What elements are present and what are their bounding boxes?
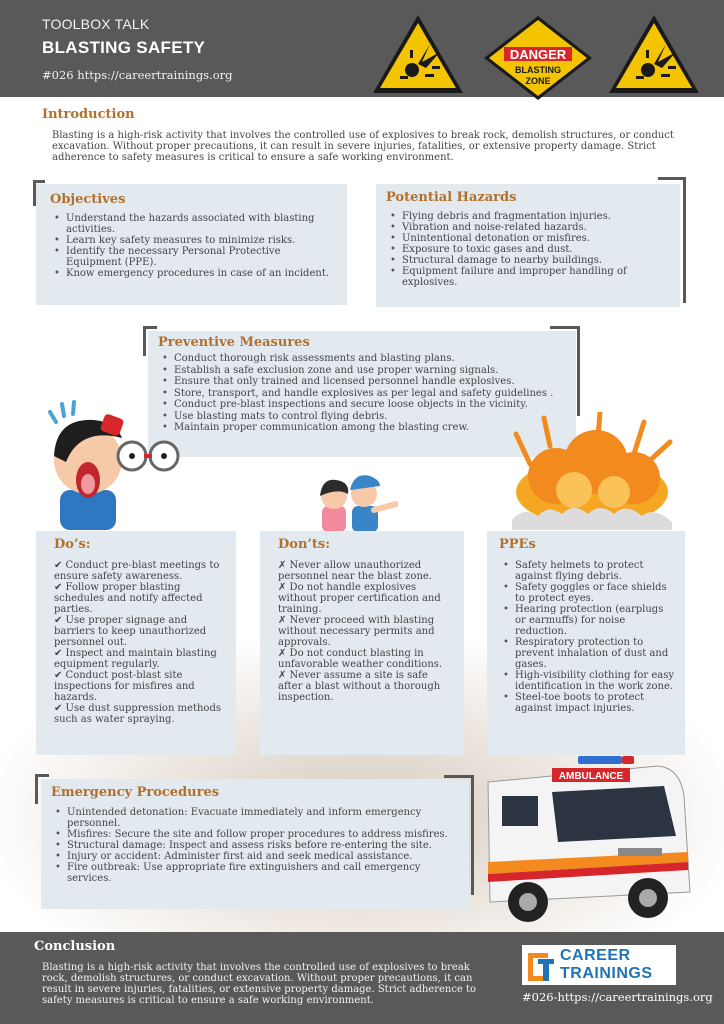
list-item: • Use blasting mats to control flying debris.	[158, 411, 566, 423]
ct-logo-icon	[526, 949, 556, 981]
list-item: • Respiratory protection to prevent inhalation of dust and gases.	[499, 637, 675, 670]
list-item: ✔ Conduct pre-blast meetings to ensure safety awareness.	[54, 560, 220, 582]
list-item: ✗ Never assume a site is safe after a blast without a thorough inspection.	[278, 670, 441, 703]
list-item: • Equipment failure and improper handling of explosives.	[386, 266, 670, 288]
list-item: • Exposure to toxic gases and dust.	[386, 244, 670, 255]
danger-sign-line3: ZONE	[525, 76, 551, 86]
list-item: • Hearing protection (earplugs or earmuffs) for noise reduction.	[499, 604, 675, 637]
list-item: ✗ Never proceed with blasting without necessary permits and approvals.	[278, 615, 435, 648]
danger-sign-line2: BLASTING	[515, 65, 561, 75]
footer-url: #026-https://careertrainings.org	[522, 990, 713, 1004]
emergency-list	[51, 807, 459, 884]
ambulance-illustration	[468, 752, 696, 932]
header-bar	[0, 0, 724, 97]
donts-list	[278, 560, 450, 703]
list-item: • High-visibility clothing for easy identification in the work zone.	[499, 670, 675, 692]
list-item: • Unintended detonation: Evacuate immediately and inform emergency personnel.	[51, 807, 459, 829]
introduction-heading: Introduction	[42, 107, 135, 122]
list-item: • Safety goggles or face shields to protect eyes.	[499, 582, 675, 604]
explosion-cloud-illustration	[504, 412, 680, 530]
explosion-warning-sign-left-icon	[370, 12, 466, 96]
hazards-heading: Potential Hazards	[386, 190, 517, 205]
career-trainings-logo	[522, 945, 676, 985]
list-item: • Safety helmets to protect against flying debris.	[499, 560, 675, 582]
list-item: ✔ Inspect and maintain blasting equipment regularly.	[54, 648, 217, 670]
objectives-heading: Objectives	[50, 192, 126, 207]
list-item: • Establish a safe exclusion zone and use proper warning signals.	[158, 365, 566, 377]
list-item: • Identify the necessary Personal Protective Equipment (PPE).	[50, 246, 335, 268]
emergency-card	[41, 779, 469, 909]
logo-text	[560, 947, 653, 983]
list-item: • Understand the hazards associated with blasting activities.	[50, 213, 335, 235]
logo-line2: TRAININGS	[560, 965, 653, 982]
donts-heading: Don’ts:	[278, 537, 331, 552]
list-item: • Injury or accident: Administer first aid and seek medical assistance.	[51, 851, 459, 862]
objectives-card	[36, 184, 347, 305]
children-pointing-illustration	[316, 462, 398, 532]
explosion-warning-sign-right-icon	[606, 12, 702, 96]
list-item: • Store, transport, and handle explosives as per legal and safety guidelines .	[158, 388, 566, 400]
danger-sign-line1: DANGER	[509, 47, 567, 62]
conclusion-text: Blasting is a high-risk activity that involves the controlled use of explosives to break rock, demolish structures, or conduct excavation. Without proper precautions, it can result in severe injuries, fatalities, or extensive property damage. Strict adherence to safety measures is critical to ensure a safe working environment.	[42, 962, 477, 1006]
list-item: • Structural damage: Inspect and assess risks before re-entering the site.	[51, 840, 459, 851]
ppes-card	[487, 531, 685, 755]
danger-blasting-zone-sign	[482, 14, 594, 102]
logo-line1: CAREER	[560, 947, 631, 964]
header-kicker: TOOLBOX TALK	[42, 16, 150, 32]
ambulance-label: AMBULANCE	[558, 771, 624, 782]
list-item: ✔ Use dust suppression methods such as water spraying.	[54, 703, 221, 725]
list-item: • Steel-toe boots to protect against impact injuries.	[499, 692, 675, 714]
dos-heading: Do’s:	[54, 537, 91, 552]
list-item: • Vibration and noise-related hazards.	[386, 222, 670, 233]
list-item: ✔ Follow proper blasting schedules and notify affected parties.	[54, 582, 203, 615]
introduction-text: Blasting is a high-risk activity that involves the controlled use of explosives to break rock, demolish structures, or conduct excavation. Without proper precautions, it can result in severe injuries, fatalities, or extensive property damage. Strict adherence to safety measures is critical to ensure a safe working environment.	[52, 130, 674, 163]
donts-card	[260, 531, 464, 755]
list-item: • Conduct thorough risk assessments and blasting plans.	[158, 353, 566, 365]
hazards-card	[376, 184, 680, 307]
list-item: • Unintentional detonation or misfires.	[386, 233, 670, 244]
hazards-list	[386, 211, 670, 288]
header-url: #026 https://careertrainings.org	[42, 68, 233, 82]
emergency-heading: Emergency Procedures	[51, 785, 220, 800]
page-title: BLASTING SAFETY	[42, 38, 206, 57]
list-item: • Maintain proper communication among the blasting crew.	[158, 422, 566, 434]
ppes-list	[499, 560, 675, 714]
list-item: • Structural damage to nearby buildings.	[386, 255, 670, 266]
list-item: • Conduct pre-blast inspections and secure loose objects in the vicinity.	[158, 399, 566, 411]
list-item: • Learn key safety measures to minimize risks.	[50, 235, 335, 246]
list-item: • Flying debris and fragmentation injuries.	[386, 211, 670, 222]
list-item: • Know emergency procedures in case of an incident.	[50, 268, 335, 279]
shocked-worker-illustration	[40, 398, 180, 530]
list-item: • Misfires: Secure the site and follow proper procedures to address misfires.	[51, 829, 459, 840]
ppes-heading: PPEs	[499, 537, 536, 552]
list-item: ✗ Do not handle explosives without proper certification and training.	[278, 582, 441, 615]
list-item: ✔ Use proper signage and barriers to keep unauthorized personnel out.	[54, 615, 207, 648]
dos-card	[36, 531, 236, 755]
list-item: ✗ Never allow unauthorized personnel near the blast zone.	[278, 560, 432, 582]
list-item: • Ensure that only trained and licensed personnel handle explosives.	[158, 376, 566, 388]
dos-list	[54, 560, 224, 725]
preventive-heading: Preventive Measures	[158, 335, 310, 350]
objectives-list	[50, 213, 335, 279]
list-item: ✗ Do not conduct blasting in unfavorable weather conditions.	[278, 648, 443, 670]
list-item: ✔ Conduct post-blast site inspections for misfires and hazards.	[54, 670, 195, 703]
conclusion-heading: Conclusion	[34, 939, 116, 954]
list-item: • Fire outbreak: Use appropriate fire extinguishers and call emergency services.	[51, 862, 459, 884]
